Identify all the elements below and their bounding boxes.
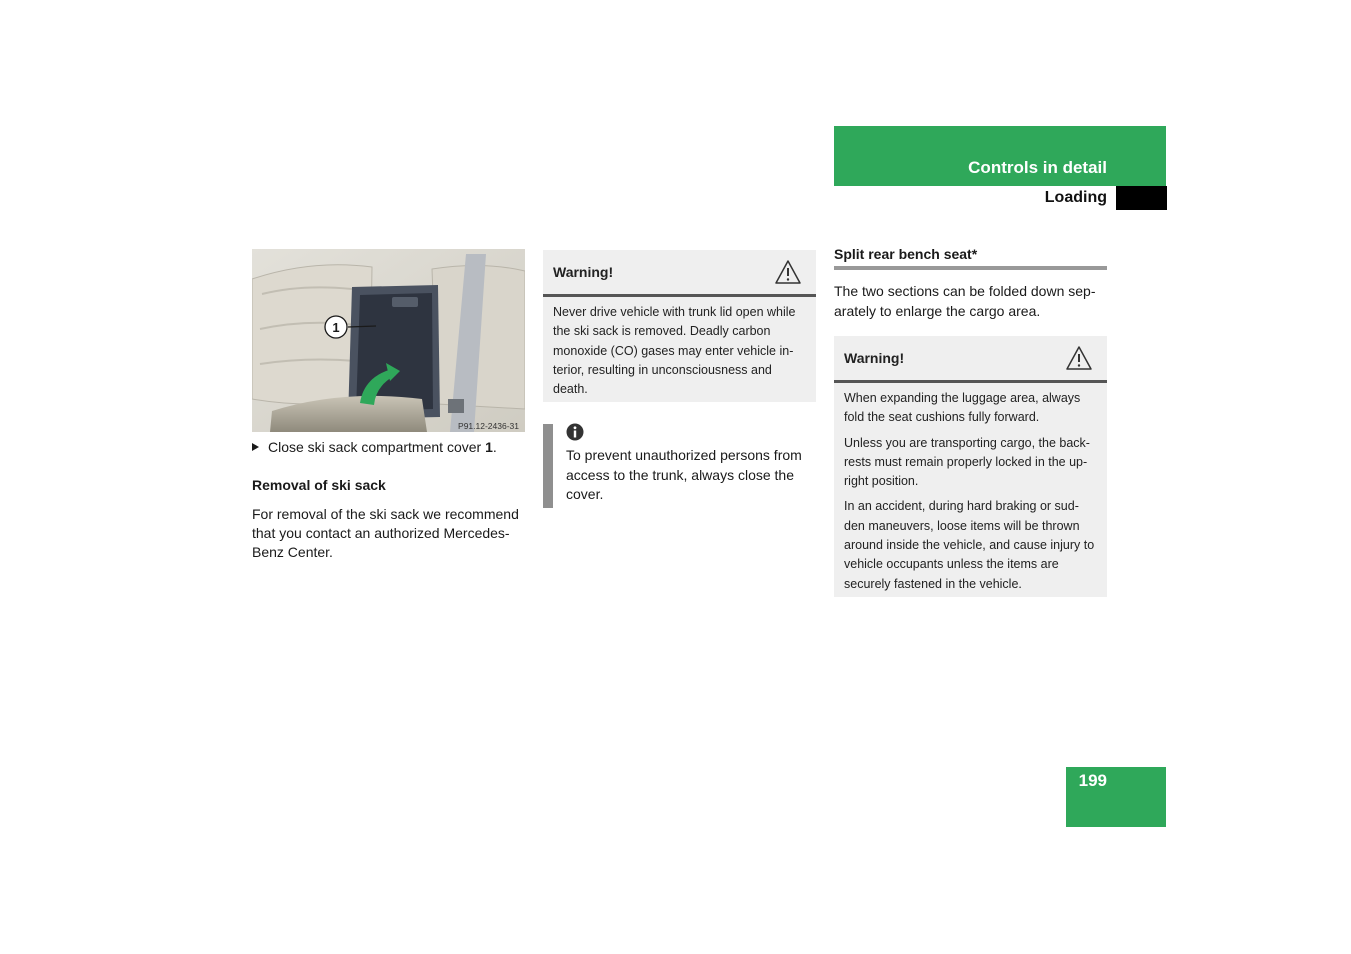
- info-icon: [566, 423, 584, 441]
- info-bar: [543, 424, 553, 508]
- instruction-bullet: [252, 439, 542, 455]
- split-seat-paragraph: The two sections can be folded down sep-arately to enlarge the cargo area.: [834, 283, 1096, 319]
- warning-box-luggage: [834, 336, 1107, 597]
- page-number: 199: [1078, 771, 1107, 790]
- figure-code: P91.12-2436-31: [458, 421, 519, 431]
- warning-text: Never drive vehicle with trunk lid open while the ski sack is removed. Deadly carbon monoxide (CO) gases may enter vehicle in-terior, resulting in unconsciousness and death.: [553, 305, 796, 397]
- warning-paragraph: Unless you are transporting cargo, the back-rests must remain properly locked in the up-right position.: [844, 435, 1090, 489]
- removal-paragraph: For removal of the ski sack we recommend that you contact an authorized Mercedes-Benz Center.: [252, 506, 519, 560]
- bullet-text: Close ski sack compartment cover: [268, 439, 486, 455]
- warning-header: [834, 336, 1107, 383]
- warning-paragraph: When expanding the luggage area, always fold the seat cushions fully forward.: [844, 391, 1081, 425]
- warning-body: [834, 383, 1107, 602]
- bullet-ref: 1: [485, 439, 493, 455]
- ski-sack-photo: [252, 249, 525, 432]
- removal-heading: Removal of ski sack: [252, 477, 386, 493]
- bullet-end: .: [492, 439, 497, 455]
- info-text: To prevent unauthorized persons from access to the trunk, always close the cover.: [566, 447, 802, 502]
- callout-number: 1: [332, 320, 340, 335]
- subsection-marker: [1116, 186, 1167, 210]
- heading-rule: [834, 266, 1107, 270]
- warning-header: [543, 250, 816, 297]
- warning-label: Warning!: [553, 264, 614, 280]
- split-seat-heading: Split rear bench seat*: [834, 246, 978, 262]
- warning-triangle-icon: [1065, 345, 1093, 371]
- bullet-arrow-icon: [252, 443, 259, 451]
- warning-body: [543, 297, 816, 407]
- warning-label: Warning!: [844, 350, 905, 366]
- section-title: Controls in detail: [968, 158, 1107, 177]
- subsection-title: Loading: [1044, 189, 1107, 206]
- warning-paragraph: In an accident, during hard braking or sud-den maneuvers, loose items will be thrown around inside the vehicle, and cause injury to vehicle occupants unless the items are securely fastened in the vehicle.: [844, 499, 1095, 591]
- warning-triangle-icon: [774, 259, 802, 285]
- warning-box-trunk: [543, 250, 816, 402]
